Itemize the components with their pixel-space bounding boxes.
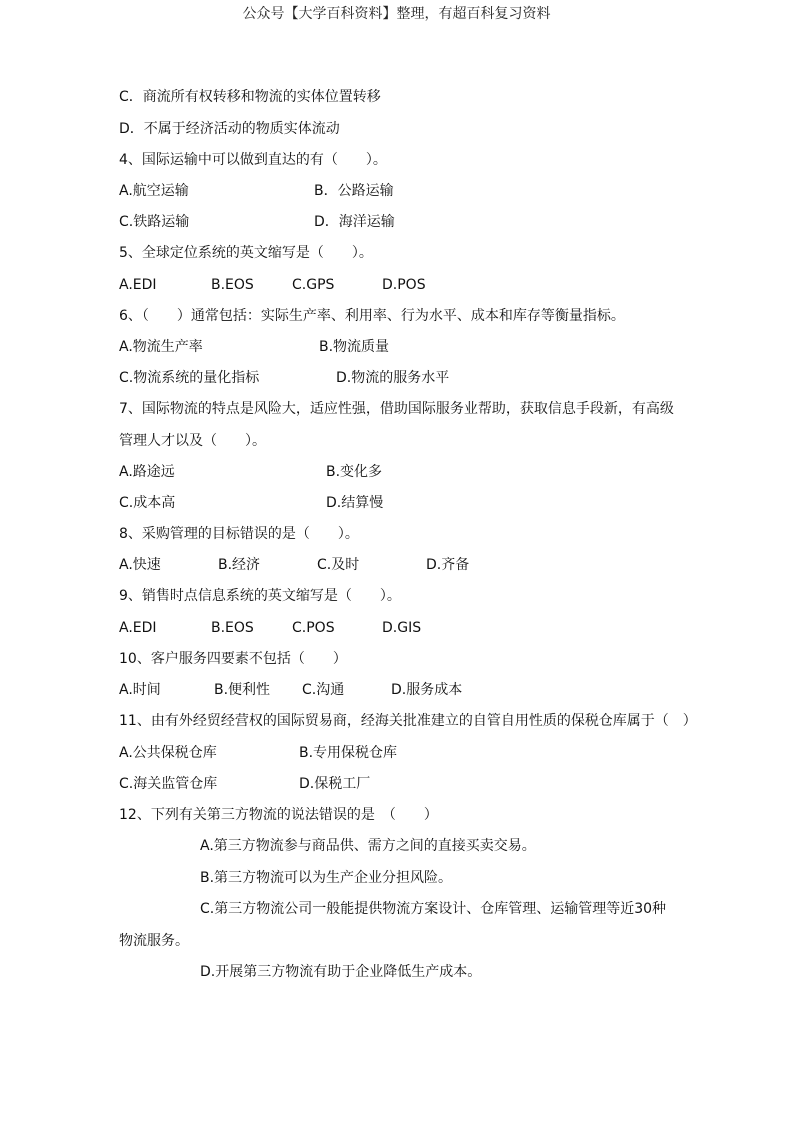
q5-option-d: D.POS: [382, 277, 426, 293]
q7-option-a: A.路途远: [119, 464, 175, 480]
q10-option-c: C.沟通: [302, 682, 345, 698]
q11-option-d: D.保税工厂: [299, 776, 371, 792]
q4-option-c: C.铁路运输: [119, 214, 190, 230]
q12-option-c-continued: 物流服务。: [119, 933, 189, 949]
q9-option-b: B.EOS: [211, 620, 254, 636]
q4-option-a: A.航空运输: [119, 183, 189, 199]
q9-option-d: D.GIS: [382, 620, 422, 636]
q12-option-d: D.开展第三方物流有助于企业降低生产成本。: [200, 964, 482, 980]
q8-option-c: C.及时: [317, 557, 360, 573]
q8-option-a: A.快速: [119, 557, 161, 573]
q11-option-a: A.公共保税仓库: [119, 745, 217, 761]
q5-option-a: A.EDI: [119, 277, 157, 293]
q6-option-b: B.物流质量: [319, 339, 390, 355]
q6-option-d: D.物流的服务水平: [336, 370, 450, 386]
q12-option-a: A.第三方物流参与商品供、需方之间的直接买卖交易。: [200, 838, 536, 854]
page-header: 公众号【大学百科资料】整理，有超百科复习资料: [242, 6, 551, 22]
question-11: 11、由有外经贸经营权的国际贸易商，经海关批准建立的自管自用性质的保税仓库属于（ ）: [119, 713, 697, 729]
q9-option-c: C.POS: [292, 620, 335, 636]
q9-option-a: A.EDI: [119, 620, 157, 636]
q4-option-b: B．公路运输: [314, 183, 394, 199]
question-5: 5、全球定位系统的英文缩写是（ ）。: [119, 245, 373, 261]
q11-option-b: B.专用保税仓库: [299, 745, 398, 761]
q12-option-c: C.第三方物流公司一般能提供物流方案设计、仓库管理、运输管理等近30种: [200, 901, 667, 917]
question-7: 7、国际物流的特点是风险大，适应性强，借助国际服务业帮助，获取信息手段新，有高级: [119, 401, 674, 417]
q8-option-d: D.齐备: [426, 557, 470, 573]
q12-option-b: B.第三方物流可以为生产企业分担风险。: [200, 870, 453, 886]
q5-option-b: B.EOS: [211, 277, 254, 293]
q10-option-b: B.便利性: [214, 682, 271, 698]
q6-option-c: C.物流系统的量化指标: [119, 370, 260, 386]
q6-option-a: A.物流生产率: [119, 339, 203, 355]
question-4: 4、国际运输中可以做到直达的有（ ）。: [119, 152, 387, 168]
q7-option-b: B.变化多: [326, 464, 383, 480]
q4-option-d: D．海洋运输: [314, 214, 395, 230]
question-6: 6、（ ）通常包括：实际生产率、利用率、行为水平、成本和库存等衡量指标。: [119, 308, 625, 324]
question-7-continued: 管理人才以及（ ）。: [119, 433, 266, 449]
q7-option-d: D.结算慢: [326, 495, 384, 511]
q5-option-c: C.GPS: [292, 277, 335, 293]
q7-option-c: C.成本高: [119, 495, 176, 511]
question-10: 10、客户服务四要素不包括（ ）: [119, 651, 347, 667]
q11-option-c: C.海关监管仓库: [119, 776, 218, 792]
question-8: 8、采购管理的目标错误的是（ ）。: [119, 526, 359, 542]
q10-option-d: D.服务成本: [391, 682, 463, 698]
q3-option-d: D．不属于经济活动的物质实体流动: [119, 121, 340, 137]
question-12: 12、下列有关第三方物流的说法错误的是 （ ）: [119, 807, 438, 823]
q8-option-b: B.经济: [218, 557, 261, 573]
q3-option-c: C．商流所有权转移和物流的实体位置转移: [119, 89, 381, 105]
q10-option-a: A.时间: [119, 682, 161, 698]
question-9: 9、销售时点信息系统的英文缩写是（ ）。: [119, 588, 401, 604]
